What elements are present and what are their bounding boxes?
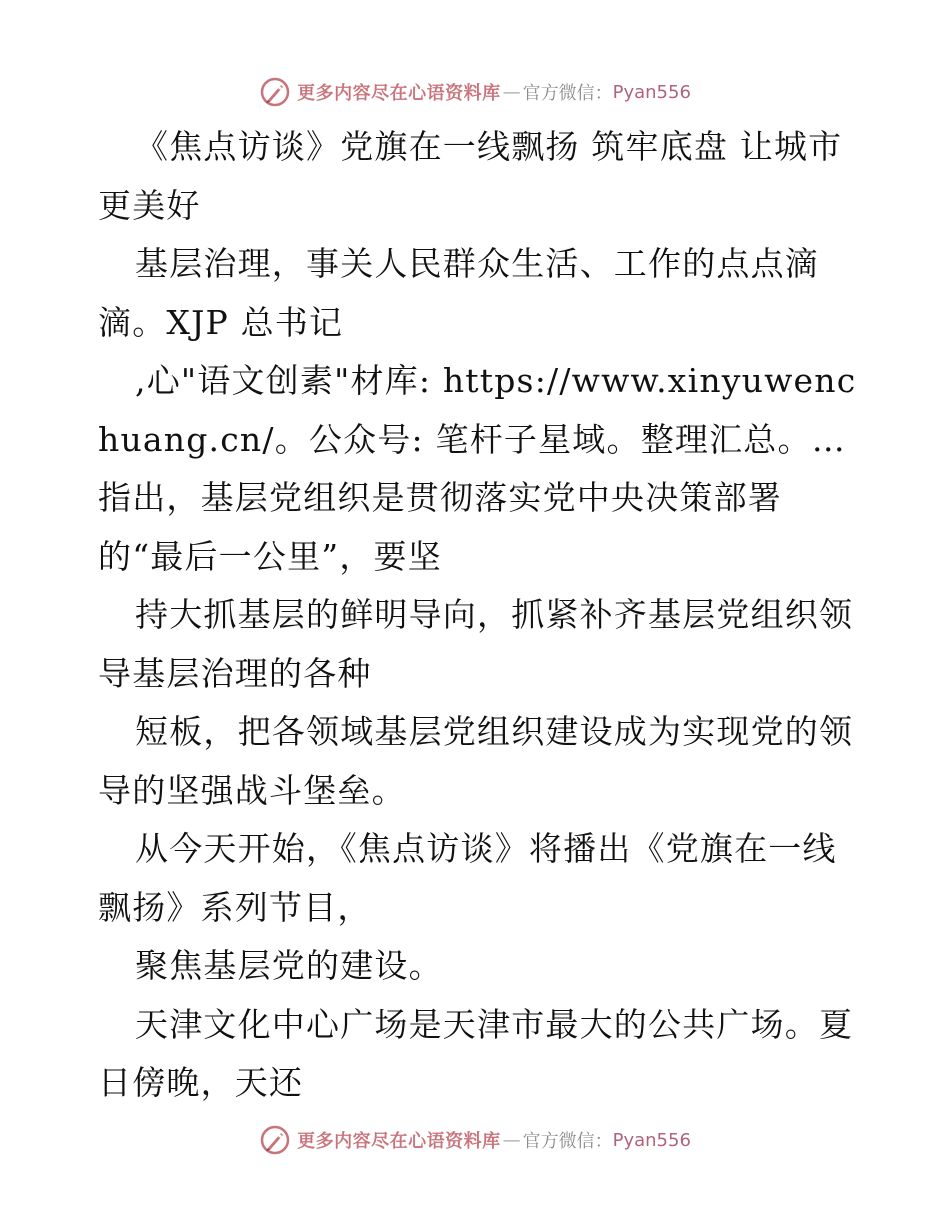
- watermark-dash: —: [502, 1129, 521, 1151]
- footer-watermark: [0, 1120, 950, 1160]
- paragraph: 天津文化中心广场是天津市最大的公共广场。夏日傍晚，天还: [98, 1004, 854, 1102]
- paragraph: 持大抓基层的鲜明导向，抓紧补齐基层党组织领导基层治理的各种: [98, 595, 854, 693]
- watermark-official-label: 官方微信：: [522, 83, 613, 104]
- paragraph: ,心"语文创素"材库: https://www.xinyuwenchuang.cn/。公众号: 笔杆子星域。整理汇总。…指出，基层党组织是贯彻落实党中央决策部署的“最后一公里”，要坚: [98, 361, 857, 576]
- paragraph: 从今天开始，《焦点访谈》将播出《党旗在一线飘扬》系列节目，: [98, 829, 837, 927]
- paragraph-title: 《焦点访谈》党旗在一线飘扬 筑牢底盘 让城市更美好: [98, 127, 843, 225]
- quill-pen-logo-icon: [259, 1124, 291, 1156]
- watermark-brand: 更多内容尽在心语资料库: [297, 83, 501, 104]
- paragraph: 短板，把各领域基层党组织建设成为实现党的领导的坚强战斗堡垒。: [98, 712, 854, 810]
- quill-pen-logo-icon: [259, 76, 291, 108]
- watermark-wechat-id: Pyan556: [612, 1129, 691, 1151]
- paragraph: 基层治理，事关人民群众生活、工作的点点滴滴。XJP 总书记: [98, 244, 819, 342]
- document-body: [98, 118, 858, 1113]
- watermark-official-label: 官方微信：: [522, 1131, 613, 1152]
- watermark-brand: 更多内容尽在心语资料库: [297, 1131, 501, 1152]
- watermark-dash: —: [502, 81, 521, 103]
- watermark-wechat-id: Pyan556: [612, 81, 691, 103]
- paragraph: 聚焦基层党的建设。: [135, 946, 443, 985]
- header-watermark: [0, 72, 950, 112]
